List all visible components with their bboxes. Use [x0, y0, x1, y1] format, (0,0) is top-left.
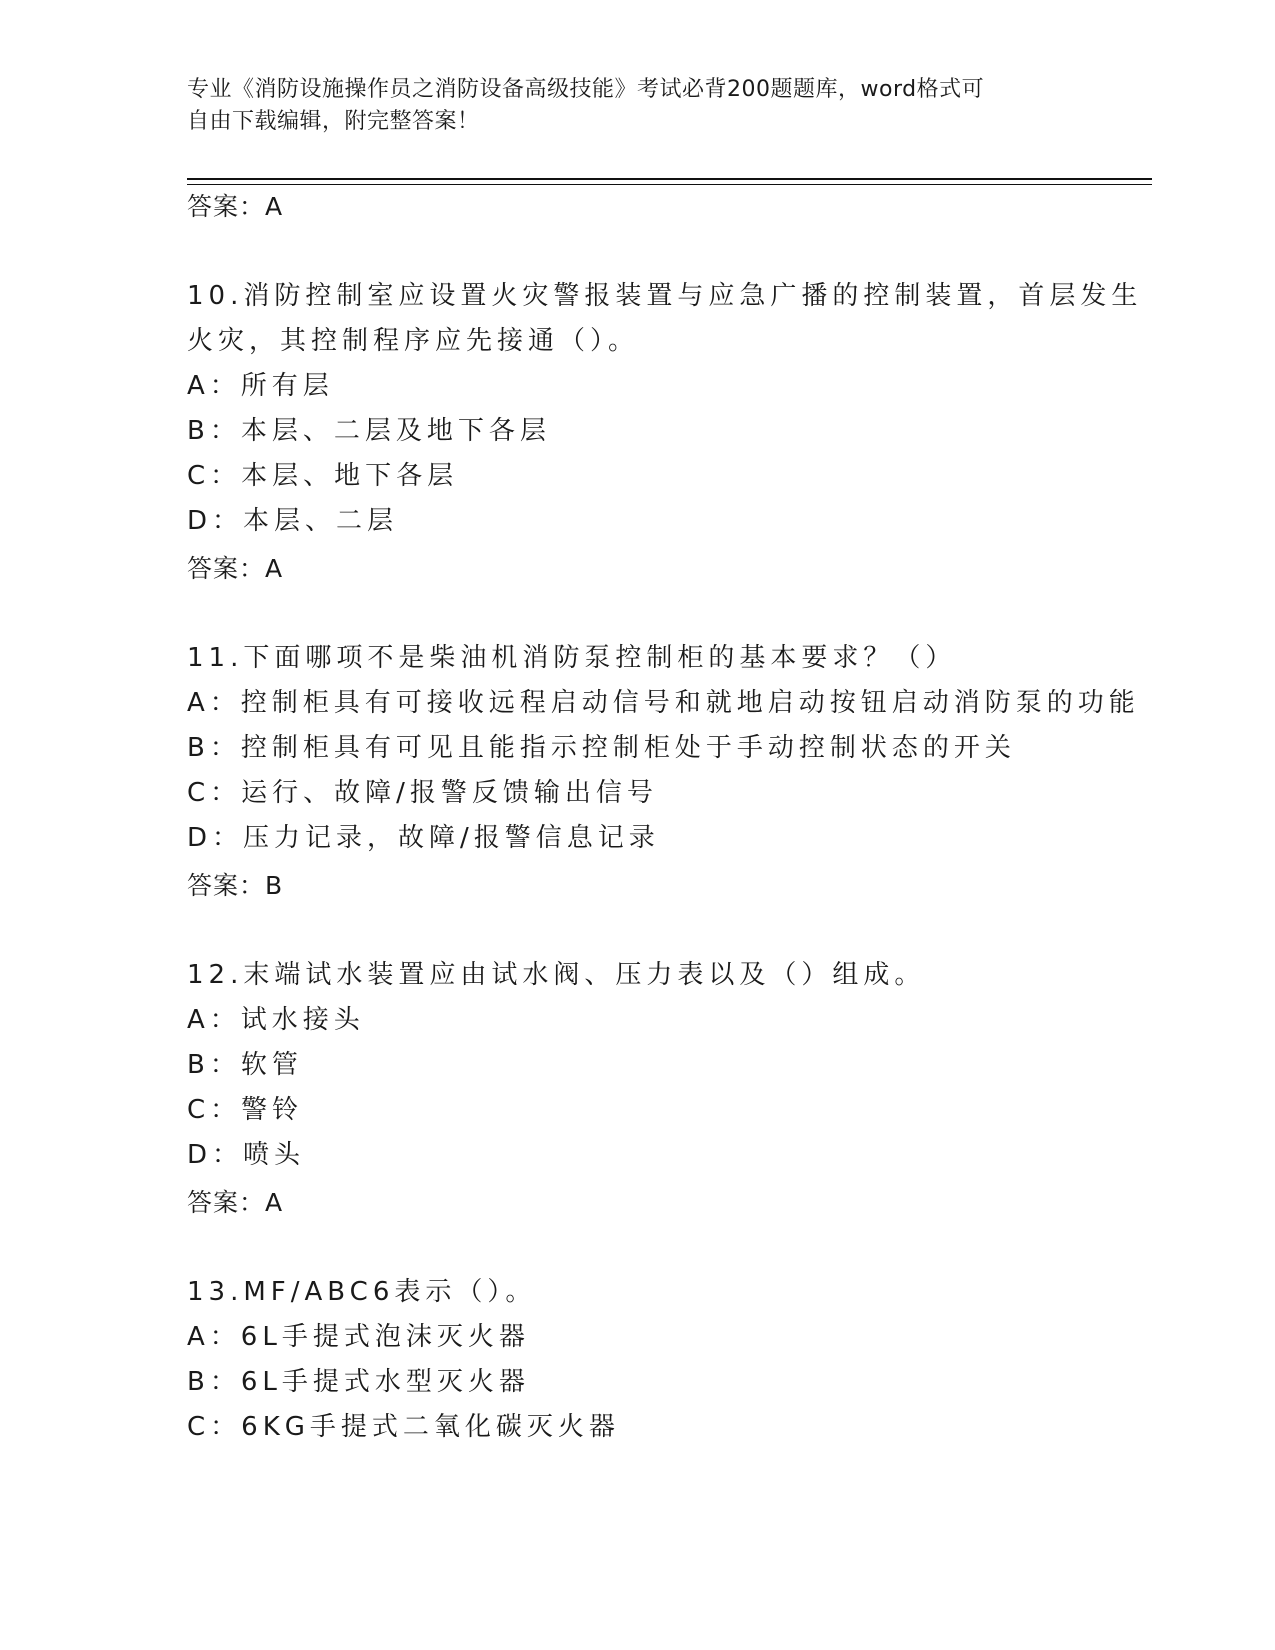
header-rule-thin: [187, 184, 1152, 185]
question-block-13: [187, 1270, 1152, 1450]
option-c: C：警铃: [187, 1095, 304, 1125]
option-a: A：控制柜具有可接收远程启动信号和就地启动按钮启动消防泵的功能: [187, 688, 1140, 718]
header-line-1: 专业《消防设施操作员之消防设备高级技能》考试必背200题题库，word格式可: [187, 77, 985, 102]
option-a: A：6L手提式泡沫灭火器: [187, 1322, 530, 1352]
question-text: 12.末端试水装置应由试水阀、压力表以及（）组成。: [187, 960, 926, 990]
option-d: D：本层、二层: [187, 506, 399, 536]
option-b: B：软管: [187, 1050, 303, 1080]
answer-line: 答案：A: [187, 1188, 284, 1217]
question-list: [187, 192, 1152, 1450]
question-block-10: [187, 274, 1152, 584]
option-a: A：试水接头: [187, 1005, 365, 1035]
option-d: D：喷头: [187, 1140, 306, 1170]
question-block-12: [187, 953, 1152, 1218]
option-b: B：本层、二层及地下各层: [187, 416, 551, 446]
answer-line: 答案：A: [187, 192, 284, 221]
question-text: 10.消防控制室应设置火灾警报装置与应急广播的控制装置，首层发生: [187, 281, 1143, 311]
option-b: B：控制柜具有可见且能指示控制柜处于手动控制状态的开关: [187, 733, 1016, 763]
option-b: B：6L手提式水型灭火器: [187, 1367, 530, 1397]
option-c: C：本层、地下各层: [187, 461, 459, 491]
option-a: A：所有层: [187, 371, 334, 401]
answer-line: 答案：B: [187, 871, 284, 900]
option-d: D：压力记录，故障/报警信息记录: [187, 823, 660, 853]
answer-line: 答案：A: [187, 554, 284, 583]
option-c: C：运行、故障/报警反馈输出信号: [187, 778, 658, 808]
question-text: 13.MF/ABC6表示（）。: [187, 1277, 537, 1307]
document-header: [187, 74, 1067, 138]
header-line-2: 自由下载编辑，附完整答案！: [187, 109, 480, 134]
question-text-cont: 火灾，其控制程序应先接通（）。: [187, 326, 640, 356]
header-rule-thick: [187, 178, 1152, 180]
question-text: 11.下面哪项不是柴油机消防泵控制柜的基本要求？（）: [187, 643, 957, 673]
option-c: C：6KG手提式二氧化碳灭火器: [187, 1412, 620, 1442]
question-block-11: [187, 636, 1152, 901]
